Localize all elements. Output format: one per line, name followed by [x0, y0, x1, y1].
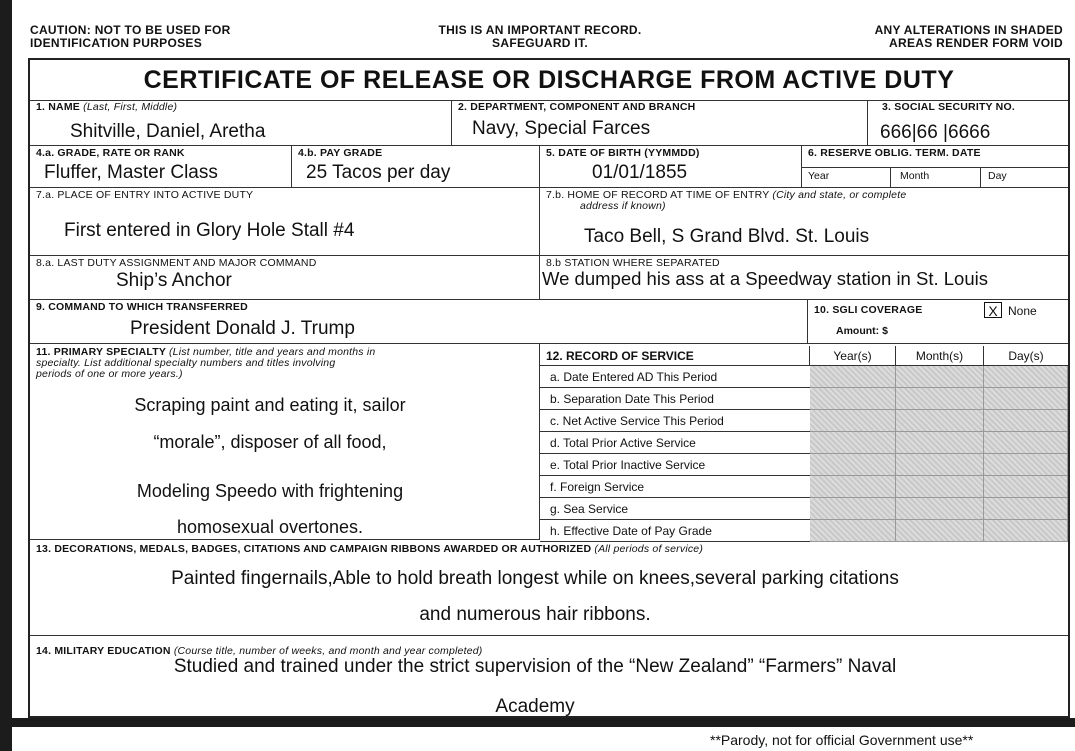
- service-months-field[interactable]: [896, 366, 984, 388]
- station-separated-cell: [540, 256, 1068, 300]
- grade-cell: [30, 146, 292, 188]
- station-separated-value: We dumped his ass at a Speedway station in St. Louis: [542, 268, 988, 289]
- service-days-field[interactable]: [984, 454, 1068, 476]
- specialty-line-4: homosexual overtones.: [176, 517, 364, 537]
- pay-grade-cell: [292, 146, 540, 188]
- dob-cell: [540, 146, 802, 188]
- command-transferred-cell: [30, 300, 808, 344]
- service-months-field[interactable]: [896, 454, 984, 476]
- caution-notice: [30, 24, 231, 50]
- service-days-field[interactable]: [984, 410, 1068, 432]
- department-cell: [452, 100, 868, 146]
- service-row-label: g. Sea Service: [540, 498, 810, 520]
- military-education-cell: [30, 636, 1068, 718]
- service-row-label: h. Effective Date of Pay Grade: [540, 520, 810, 542]
- service-days-field[interactable]: [984, 476, 1068, 498]
- decorations-line-2: and numerous hair ribbons.: [419, 604, 651, 625]
- department-value: Navy, Special Farces: [472, 118, 651, 139]
- reserve-term-label: 6. RESERVE OBLIG. TERM. DATE: [808, 147, 981, 159]
- department-label: 2. DEPARTMENT, COMPONENT AND BRANCH: [458, 101, 696, 113]
- reserve-year: Year: [808, 170, 830, 182]
- service-years-field[interactable]: [810, 498, 896, 520]
- ssn-label: 3. SOCIAL SECURITY NO.: [882, 101, 1015, 113]
- last-assignment-label: 8.a. LAST DUTY ASSIGNMENT AND MAJOR COMMAND: [36, 257, 317, 269]
- home-record-value: Taco Bell, S Grand Blvd. St. Louis: [584, 226, 870, 247]
- service-years-field[interactable]: [810, 520, 896, 542]
- service-years-field[interactable]: [810, 476, 896, 498]
- ssn-part-3: 6666: [948, 122, 991, 143]
- specialty-hint-3: periods of one or more years.): [36, 368, 183, 380]
- important-line-2: SAFEGUARD IT.: [492, 36, 588, 50]
- service-days-field[interactable]: [984, 366, 1068, 388]
- specialty-label: 11. PRIMARY SPECIALTY: [36, 346, 166, 358]
- entry-place-label: 7.a. PLACE OF ENTRY INTO ACTIVE DUTY: [36, 189, 254, 201]
- alterations-notice: [875, 24, 1063, 50]
- sgli-coverage-cell: [808, 300, 1068, 344]
- ssn-part-2: 66: [916, 122, 938, 143]
- specialty-hint-3-wrap: [36, 368, 183, 380]
- grade-label: 4.a. GRADE, RATE OR RANK: [36, 147, 185, 159]
- last-assignment-cell: [30, 256, 540, 300]
- home-record-cell: [540, 188, 1068, 256]
- pay-grade-value: 25 Tacos per day: [306, 162, 451, 183]
- sgli-amount: Amount: $: [836, 325, 888, 337]
- col-months: Month(s): [896, 346, 984, 366]
- name-label-wrap: [36, 101, 177, 113]
- service-months-field[interactable]: [896, 520, 984, 542]
- primary-specialty-cell: [30, 344, 540, 540]
- caution-line-2: IDENTIFICATION PURPOSES: [30, 36, 203, 50]
- dob-label: 5. DATE OF BIRTH (YYMMDD): [546, 147, 700, 159]
- decorations-hint: (All periods of service): [594, 543, 704, 555]
- reserve-month: Month: [900, 170, 930, 182]
- alterations-line-2: AREAS RENDER FORM VOID: [889, 36, 1063, 50]
- last-assignment-value: Ship’s Anchor: [116, 270, 232, 291]
- name-cell: [30, 100, 452, 146]
- service-months-field[interactable]: [896, 410, 984, 432]
- service-years-field[interactable]: [810, 432, 896, 454]
- reserve-term-cell: [802, 146, 1068, 188]
- sgli-none-checkbox[interactable]: X: [984, 302, 1002, 318]
- left-border-bar: [0, 0, 12, 751]
- name-value: Shitville, Daniel, Aretha: [70, 121, 266, 142]
- service-days-field[interactable]: [984, 520, 1068, 542]
- service-row-label: c. Net Active Service This Period: [540, 410, 810, 432]
- specialty-line-2: “morale”, disposer of all food,: [153, 432, 387, 452]
- specialty-line-1: Scraping paint and eating it, sailor: [134, 395, 406, 415]
- service-months-field[interactable]: [896, 476, 984, 498]
- service-row-label: e. Total Prior Inactive Service: [540, 454, 810, 476]
- entry-place-cell: [30, 188, 540, 256]
- home-record-label: 7.b. HOME OF RECORD AT TIME OF ENTRY: [546, 189, 770, 201]
- name-label: 1. NAME: [36, 101, 80, 113]
- service-row-label: b. Separation Date This Period: [540, 388, 810, 410]
- service-row-label: d. Total Prior Active Service: [540, 432, 810, 454]
- service-years-field[interactable]: [810, 454, 896, 476]
- bottom-border-bar: [0, 718, 1075, 727]
- home-record-hint-2-wrap: [580, 200, 666, 212]
- specialty-hint: (List number, title and years and months in: [168, 346, 376, 358]
- ssn-cell: [868, 100, 1068, 146]
- caution-line-1: CAUTION: NOT TO BE USED FOR: [30, 23, 231, 37]
- service-row-label: a. Date Entered AD This Period: [540, 366, 810, 388]
- command-transferred-label: 9. COMMAND TO WHICH TRANSFERRED: [36, 301, 248, 313]
- education-line-1: Studied and trained under the strict supervision of the “New Zealand” “Farmers” Naval: [173, 656, 897, 677]
- col-days: Day(s): [984, 346, 1068, 366]
- home-record-hint: (City and state, or complete: [772, 189, 907, 201]
- home-record-hint-2: address if known): [580, 200, 666, 212]
- sgli-none-label: None: [1008, 304, 1037, 318]
- service-row-label: f. Foreign Service: [540, 476, 810, 498]
- record-of-service-label: 12. RECORD OF SERVICE: [540, 346, 810, 366]
- service-years-field[interactable]: [810, 388, 896, 410]
- service-months-field[interactable]: [896, 388, 984, 410]
- service-days-field[interactable]: [984, 432, 1068, 454]
- reserve-day: Day: [988, 170, 1007, 182]
- specialty-line-3: Modeling Speedo with frightening: [136, 481, 404, 501]
- service-months-field[interactable]: [896, 432, 984, 454]
- grade-value: Fluffer, Master Class: [44, 162, 218, 183]
- ssn-value: 666|66 |6666: [880, 122, 991, 143]
- discharge-form: [28, 58, 1070, 718]
- important-record-notice: [380, 24, 700, 50]
- dob-value: 01/01/1855: [592, 162, 688, 183]
- service-years-field[interactable]: [810, 410, 896, 432]
- col-years: Year(s): [810, 346, 896, 366]
- service-months-field[interactable]: [896, 498, 984, 520]
- sgli-label: 10. SGLI COVERAGE: [814, 304, 923, 316]
- education-label: 14. MILITARY EDUCATION: [36, 645, 171, 657]
- entry-place-value: First entered in Glory Hole Stall #4: [64, 220, 355, 241]
- form-title: CERTIFICATE OF RELEASE OR DISCHARGE FROM ACTIVE DUTY: [30, 60, 1068, 101]
- decorations-label-wrap: [36, 543, 703, 555]
- education-line-2: Academy: [495, 696, 575, 717]
- decorations-label: 13. DECORATIONS, MEDALS, BADGES, CITATIONS AND CAMPAIGN RIBBONS AWARDED OR AUTHORIZED: [36, 543, 592, 555]
- education-hint: (Course title, number of weeks, and month and year completed): [173, 645, 483, 657]
- service-days-field[interactable]: [984, 388, 1068, 410]
- important-line-1: THIS IS AN IMPORTANT RECORD.: [438, 23, 642, 37]
- station-separated-label: 8.b STATION WHERE SEPARATED: [546, 257, 720, 269]
- parody-disclaimer: **Parody, not for official Government use**: [710, 732, 974, 748]
- decorations-line-1: Painted fingernails,Able to hold breath longest while on knees,several parking citations: [171, 568, 899, 589]
- alterations-line-1: ANY ALTERATIONS IN SHADED: [874, 23, 1063, 37]
- name-hint: (Last, First, Middle): [83, 101, 178, 113]
- pay-grade-label: 4.b. PAY GRADE: [298, 147, 383, 159]
- ssn-part-1: 666: [880, 122, 912, 143]
- service-years-field[interactable]: [810, 366, 896, 388]
- specialty-hint-2: specialty. List additional specialty numbers and titles involving: [36, 357, 336, 369]
- decorations-cell: [30, 540, 1068, 636]
- service-days-field[interactable]: [984, 498, 1068, 520]
- command-transferred-value: President Donald J. Trump: [130, 318, 355, 339]
